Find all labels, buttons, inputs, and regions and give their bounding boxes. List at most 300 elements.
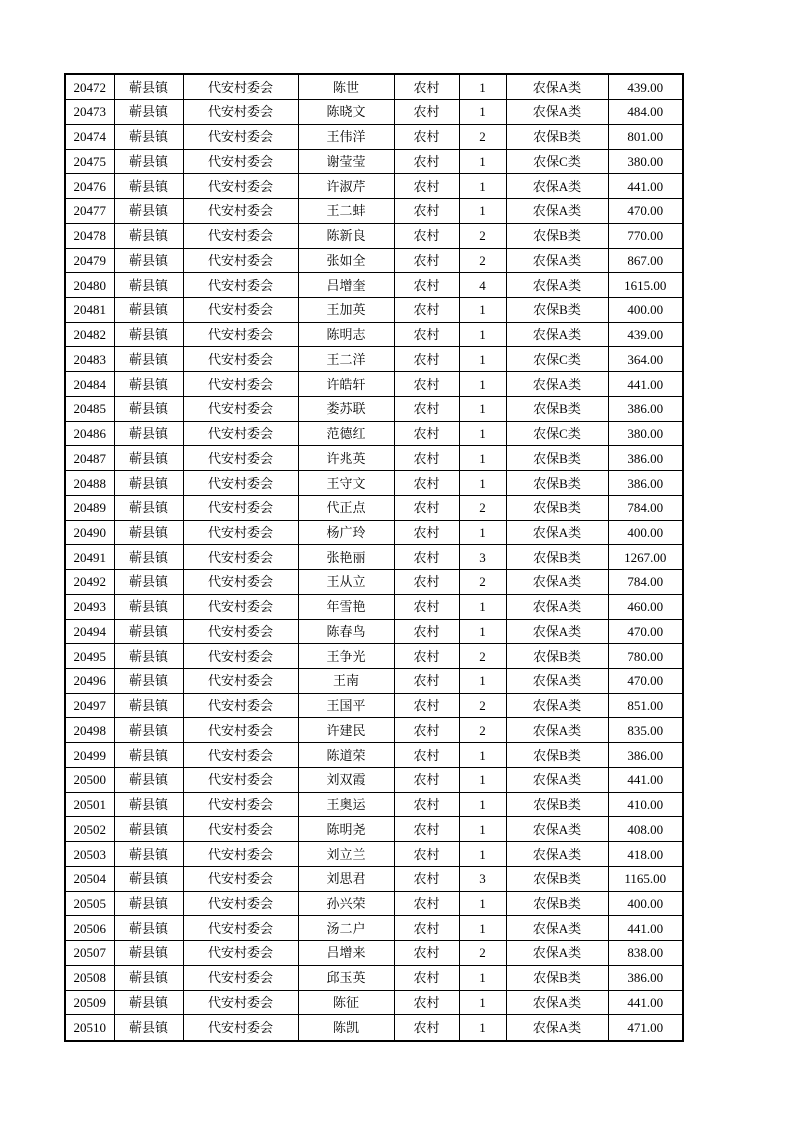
cell-town: 蕲县镇 — [114, 372, 183, 397]
cell-insurance-category: 农保B类 — [506, 495, 608, 520]
cell-person-count: 1 — [459, 817, 506, 842]
cell-id: 20507 — [65, 941, 114, 966]
table-row — [65, 866, 683, 891]
cell-amount: 470.00 — [608, 619, 683, 644]
cell-person-name: 许皓轩 — [298, 372, 394, 397]
cell-residence-type: 农村 — [394, 421, 459, 446]
cell-residence-type: 农村 — [394, 545, 459, 570]
cell-town: 蕲县镇 — [114, 965, 183, 990]
cell-id: 20492 — [65, 570, 114, 595]
cell-amount: 1267.00 — [608, 545, 683, 570]
cell-person-count: 2 — [459, 718, 506, 743]
cell-village-committee: 代安村委会 — [183, 594, 298, 619]
cell-person-name: 王从立 — [298, 570, 394, 595]
cell-person-name: 陈新良 — [298, 223, 394, 248]
cell-village-committee: 代安村委会 — [183, 199, 298, 224]
cell-person-count: 1 — [459, 347, 506, 372]
cell-residence-type: 农村 — [394, 891, 459, 916]
cell-id: 20478 — [65, 223, 114, 248]
cell-person-name: 刘立兰 — [298, 842, 394, 867]
cell-insurance-category: 农保A类 — [506, 594, 608, 619]
cell-person-name: 陈世 — [298, 74, 394, 100]
cell-person-name: 刘双霞 — [298, 767, 394, 792]
cell-person-name: 张艳丽 — [298, 545, 394, 570]
cell-residence-type: 农村 — [394, 174, 459, 199]
cell-town: 蕲县镇 — [114, 570, 183, 595]
cell-id: 20494 — [65, 619, 114, 644]
cell-insurance-category: 农保A类 — [506, 693, 608, 718]
cell-insurance-category: 农保B类 — [506, 446, 608, 471]
cell-person-count: 1 — [459, 174, 506, 199]
cell-person-count: 1 — [459, 421, 506, 446]
cell-id: 20481 — [65, 298, 114, 323]
table-row — [65, 941, 683, 966]
cell-person-name: 王奥运 — [298, 792, 394, 817]
cell-person-count: 1 — [459, 965, 506, 990]
cell-insurance-category: 农保A类 — [506, 990, 608, 1015]
cell-town: 蕲县镇 — [114, 619, 183, 644]
cell-village-committee: 代安村委会 — [183, 248, 298, 273]
cell-amount: 386.00 — [608, 446, 683, 471]
cell-person-name: 许淑芹 — [298, 174, 394, 199]
table-row — [65, 495, 683, 520]
cell-village-committee: 代安村委会 — [183, 990, 298, 1015]
cell-person-name: 刘思君 — [298, 866, 394, 891]
cell-village-committee: 代安村委会 — [183, 965, 298, 990]
cell-residence-type: 农村 — [394, 223, 459, 248]
cell-person-count: 2 — [459, 941, 506, 966]
table-row — [65, 273, 683, 298]
cell-person-count: 3 — [459, 866, 506, 891]
cell-village-committee: 代安村委会 — [183, 891, 298, 916]
table-row — [65, 1015, 683, 1041]
cell-amount: 471.00 — [608, 1015, 683, 1041]
cell-id: 20480 — [65, 273, 114, 298]
cell-village-committee: 代安村委会 — [183, 866, 298, 891]
cell-amount: 1615.00 — [608, 273, 683, 298]
cell-amount: 784.00 — [608, 495, 683, 520]
cell-residence-type: 农村 — [394, 941, 459, 966]
cell-id: 20502 — [65, 817, 114, 842]
cell-amount: 364.00 — [608, 347, 683, 372]
table-row — [65, 298, 683, 323]
cell-town: 蕲县镇 — [114, 941, 183, 966]
cell-id: 20476 — [65, 174, 114, 199]
cell-person-count: 1 — [459, 916, 506, 941]
cell-id: 20503 — [65, 842, 114, 867]
cell-person-name: 王二洋 — [298, 347, 394, 372]
cell-id: 20485 — [65, 396, 114, 421]
cell-village-committee: 代安村委会 — [183, 545, 298, 570]
cell-amount: 484.00 — [608, 100, 683, 125]
cell-person-name: 谢莹莹 — [298, 149, 394, 174]
cell-village-committee: 代安村委会 — [183, 792, 298, 817]
cell-residence-type: 农村 — [394, 273, 459, 298]
cell-id: 20486 — [65, 421, 114, 446]
cell-village-committee: 代安村委会 — [183, 396, 298, 421]
cell-person-count: 1 — [459, 1015, 506, 1041]
cell-person-count: 1 — [459, 891, 506, 916]
cell-person-name: 吕增奎 — [298, 273, 394, 298]
cell-amount: 441.00 — [608, 916, 683, 941]
table-row — [65, 891, 683, 916]
cell-town: 蕲县镇 — [114, 891, 183, 916]
cell-village-committee: 代安村委会 — [183, 372, 298, 397]
cell-town: 蕲县镇 — [114, 273, 183, 298]
cell-person-count: 2 — [459, 570, 506, 595]
cell-id: 20483 — [65, 347, 114, 372]
cell-person-name: 王南 — [298, 669, 394, 694]
cell-id: 20495 — [65, 644, 114, 669]
table-row — [65, 372, 683, 397]
table-row — [65, 223, 683, 248]
cell-insurance-category: 农保A类 — [506, 619, 608, 644]
cell-amount: 470.00 — [608, 669, 683, 694]
cell-person-name: 范德红 — [298, 421, 394, 446]
cell-residence-type: 农村 — [394, 866, 459, 891]
cell-insurance-category: 农保A类 — [506, 718, 608, 743]
cell-amount: 380.00 — [608, 421, 683, 446]
cell-person-count: 2 — [459, 248, 506, 273]
cell-town: 蕲县镇 — [114, 644, 183, 669]
cell-town: 蕲县镇 — [114, 248, 183, 273]
cell-town: 蕲县镇 — [114, 817, 183, 842]
cell-town: 蕲县镇 — [114, 149, 183, 174]
cell-town: 蕲县镇 — [114, 866, 183, 891]
cell-amount: 838.00 — [608, 941, 683, 966]
cell-id: 20489 — [65, 495, 114, 520]
cell-person-name: 代正点 — [298, 495, 394, 520]
cell-residence-type: 农村 — [394, 792, 459, 817]
table-row — [65, 619, 683, 644]
cell-residence-type: 农村 — [394, 520, 459, 545]
cell-person-count: 1 — [459, 74, 506, 100]
table-row — [65, 644, 683, 669]
cell-residence-type: 农村 — [394, 743, 459, 768]
cell-amount: 400.00 — [608, 298, 683, 323]
cell-residence-type: 农村 — [394, 471, 459, 496]
cell-village-committee: 代安村委会 — [183, 495, 298, 520]
table-row — [65, 322, 683, 347]
cell-village-committee: 代安村委会 — [183, 644, 298, 669]
cell-person-name: 陈明志 — [298, 322, 394, 347]
cell-person-name: 陈晓文 — [298, 100, 394, 125]
cell-person-count: 1 — [459, 396, 506, 421]
cell-amount: 867.00 — [608, 248, 683, 273]
cell-town: 蕲县镇 — [114, 916, 183, 941]
table-row — [65, 817, 683, 842]
cell-residence-type: 农村 — [394, 100, 459, 125]
cell-residence-type: 农村 — [394, 594, 459, 619]
cell-person-count: 1 — [459, 767, 506, 792]
cell-person-name: 王加英 — [298, 298, 394, 323]
table-row — [65, 124, 683, 149]
table-row — [65, 471, 683, 496]
cell-village-committee: 代安村委会 — [183, 74, 298, 100]
cell-residence-type: 农村 — [394, 124, 459, 149]
cell-person-name: 许建民 — [298, 718, 394, 743]
cell-id: 20497 — [65, 693, 114, 718]
table-row — [65, 74, 683, 100]
cell-person-name: 年雪艳 — [298, 594, 394, 619]
cell-id: 20501 — [65, 792, 114, 817]
cell-amount: 441.00 — [608, 990, 683, 1015]
cell-village-committee: 代安村委会 — [183, 223, 298, 248]
cell-village-committee: 代安村委会 — [183, 174, 298, 199]
cell-insurance-category: 农保B类 — [506, 743, 608, 768]
table-body — [65, 74, 683, 1041]
cell-village-committee: 代安村委会 — [183, 124, 298, 149]
cell-town: 蕲县镇 — [114, 594, 183, 619]
cell-person-name: 王守文 — [298, 471, 394, 496]
cell-amount: 441.00 — [608, 767, 683, 792]
cell-person-count: 1 — [459, 446, 506, 471]
cell-insurance-category: 农保A类 — [506, 248, 608, 273]
cell-insurance-category: 农保A类 — [506, 767, 608, 792]
cell-id: 20509 — [65, 990, 114, 1015]
cell-amount: 439.00 — [608, 74, 683, 100]
cell-residence-type: 农村 — [394, 298, 459, 323]
cell-amount: 408.00 — [608, 817, 683, 842]
cell-person-count: 1 — [459, 594, 506, 619]
cell-amount: 851.00 — [608, 693, 683, 718]
cell-insurance-category: 农保B类 — [506, 866, 608, 891]
table-row — [65, 743, 683, 768]
cell-id: 20488 — [65, 471, 114, 496]
cell-amount: 784.00 — [608, 570, 683, 595]
cell-amount: 386.00 — [608, 743, 683, 768]
cell-village-committee: 代安村委会 — [183, 941, 298, 966]
table-row — [65, 842, 683, 867]
cell-village-committee: 代安村委会 — [183, 100, 298, 125]
cell-town: 蕲县镇 — [114, 718, 183, 743]
cell-town: 蕲县镇 — [114, 669, 183, 694]
cell-id: 20490 — [65, 520, 114, 545]
cell-town: 蕲县镇 — [114, 446, 183, 471]
cell-insurance-category: 农保A类 — [506, 322, 608, 347]
table-row — [65, 669, 683, 694]
cell-town: 蕲县镇 — [114, 223, 183, 248]
cell-village-committee: 代安村委会 — [183, 322, 298, 347]
cell-amount: 441.00 — [608, 372, 683, 397]
cell-person-name: 邱玉英 — [298, 965, 394, 990]
cell-village-committee: 代安村委会 — [183, 347, 298, 372]
cell-amount: 470.00 — [608, 199, 683, 224]
cell-village-committee: 代安村委会 — [183, 421, 298, 446]
cell-insurance-category: 农保A类 — [506, 100, 608, 125]
cell-insurance-category: 农保B类 — [506, 471, 608, 496]
cell-town: 蕲县镇 — [114, 842, 183, 867]
cell-residence-type: 农村 — [394, 990, 459, 1015]
cell-id: 20508 — [65, 965, 114, 990]
cell-residence-type: 农村 — [394, 74, 459, 100]
table-row — [65, 100, 683, 125]
cell-town: 蕲县镇 — [114, 471, 183, 496]
cell-town: 蕲县镇 — [114, 174, 183, 199]
table-row — [65, 990, 683, 1015]
cell-town: 蕲县镇 — [114, 1015, 183, 1041]
cell-town: 蕲县镇 — [114, 545, 183, 570]
cell-insurance-category: 农保A类 — [506, 669, 608, 694]
cell-person-name: 张如全 — [298, 248, 394, 273]
cell-id: 20510 — [65, 1015, 114, 1041]
cell-town: 蕲县镇 — [114, 990, 183, 1015]
cell-amount: 770.00 — [608, 223, 683, 248]
cell-residence-type: 农村 — [394, 693, 459, 718]
cell-person-name: 陈明尧 — [298, 817, 394, 842]
table-row — [65, 248, 683, 273]
cell-person-name: 杨广玲 — [298, 520, 394, 545]
cell-insurance-category: 农保C类 — [506, 149, 608, 174]
cell-amount: 386.00 — [608, 471, 683, 496]
cell-person-count: 1 — [459, 149, 506, 174]
cell-town: 蕲县镇 — [114, 767, 183, 792]
cell-id: 20506 — [65, 916, 114, 941]
cell-residence-type: 农村 — [394, 347, 459, 372]
cell-residence-type: 农村 — [394, 817, 459, 842]
cell-village-committee: 代安村委会 — [183, 767, 298, 792]
cell-person-count: 2 — [459, 223, 506, 248]
cell-insurance-category: 农保B类 — [506, 644, 608, 669]
cell-id: 20500 — [65, 767, 114, 792]
cell-town: 蕲县镇 — [114, 743, 183, 768]
cell-residence-type: 农村 — [394, 570, 459, 595]
cell-village-committee: 代安村委会 — [183, 570, 298, 595]
table-row — [65, 916, 683, 941]
cell-town: 蕲县镇 — [114, 322, 183, 347]
cell-id: 20487 — [65, 446, 114, 471]
cell-person-name: 吕增来 — [298, 941, 394, 966]
cell-residence-type: 农村 — [394, 446, 459, 471]
cell-person-count: 2 — [459, 644, 506, 669]
cell-residence-type: 农村 — [394, 916, 459, 941]
cell-town: 蕲县镇 — [114, 100, 183, 125]
cell-town: 蕲县镇 — [114, 792, 183, 817]
cell-residence-type: 农村 — [394, 322, 459, 347]
cell-town: 蕲县镇 — [114, 520, 183, 545]
table-row — [65, 520, 683, 545]
cell-village-committee: 代安村委会 — [183, 1015, 298, 1041]
cell-residence-type: 农村 — [394, 248, 459, 273]
cell-village-committee: 代安村委会 — [183, 817, 298, 842]
cell-person-name: 陈春鸟 — [298, 619, 394, 644]
cell-village-committee: 代安村委会 — [183, 916, 298, 941]
cell-residence-type: 农村 — [394, 199, 459, 224]
insurance-roster-table — [64, 73, 684, 1042]
cell-village-committee: 代安村委会 — [183, 718, 298, 743]
cell-insurance-category: 农保B类 — [506, 223, 608, 248]
cell-amount: 386.00 — [608, 396, 683, 421]
cell-insurance-category: 农保A类 — [506, 570, 608, 595]
cell-residence-type: 农村 — [394, 718, 459, 743]
cell-person-count: 1 — [459, 100, 506, 125]
table-row — [65, 570, 683, 595]
cell-town: 蕲县镇 — [114, 199, 183, 224]
cell-village-committee: 代安村委会 — [183, 149, 298, 174]
cell-residence-type: 农村 — [394, 396, 459, 421]
cell-insurance-category: 农保B类 — [506, 545, 608, 570]
cell-person-name: 汤二户 — [298, 916, 394, 941]
table-row — [65, 174, 683, 199]
cell-residence-type: 农村 — [394, 965, 459, 990]
cell-village-committee: 代安村委会 — [183, 446, 298, 471]
cell-insurance-category: 农保A类 — [506, 520, 608, 545]
cell-person-name: 陈道荣 — [298, 743, 394, 768]
table-row — [65, 545, 683, 570]
table-row — [65, 767, 683, 792]
cell-town: 蕲县镇 — [114, 124, 183, 149]
cell-person-count: 1 — [459, 990, 506, 1015]
cell-person-count: 1 — [459, 298, 506, 323]
table-row — [65, 149, 683, 174]
cell-insurance-category: 农保A类 — [506, 372, 608, 397]
cell-person-count: 1 — [459, 322, 506, 347]
cell-id: 20491 — [65, 545, 114, 570]
cell-person-count: 2 — [459, 124, 506, 149]
cell-person-count: 2 — [459, 693, 506, 718]
cell-town: 蕲县镇 — [114, 693, 183, 718]
cell-town: 蕲县镇 — [114, 421, 183, 446]
cell-id: 20499 — [65, 743, 114, 768]
cell-village-committee: 代安村委会 — [183, 273, 298, 298]
cell-town: 蕲县镇 — [114, 74, 183, 100]
cell-insurance-category: 农保B类 — [506, 965, 608, 990]
cell-insurance-category: 农保B类 — [506, 124, 608, 149]
cell-amount: 780.00 — [608, 644, 683, 669]
table-row — [65, 396, 683, 421]
cell-person-count: 1 — [459, 199, 506, 224]
cell-village-committee: 代安村委会 — [183, 842, 298, 867]
cell-id: 20505 — [65, 891, 114, 916]
cell-person-name: 陈凯 — [298, 1015, 394, 1041]
cell-insurance-category: 农保B类 — [506, 792, 608, 817]
cell-insurance-category: 农保B类 — [506, 891, 608, 916]
cell-insurance-category: 农保B类 — [506, 298, 608, 323]
cell-person-count: 1 — [459, 842, 506, 867]
cell-insurance-category: 农保A类 — [506, 916, 608, 941]
cell-amount: 418.00 — [608, 842, 683, 867]
cell-residence-type: 农村 — [394, 495, 459, 520]
cell-person-name: 娄苏联 — [298, 396, 394, 421]
cell-residence-type: 农村 — [394, 619, 459, 644]
cell-amount: 460.00 — [608, 594, 683, 619]
cell-id: 20484 — [65, 372, 114, 397]
table-row — [65, 347, 683, 372]
cell-id: 20472 — [65, 74, 114, 100]
cell-village-committee: 代安村委会 — [183, 471, 298, 496]
cell-person-name: 许兆英 — [298, 446, 394, 471]
cell-person-count: 1 — [459, 372, 506, 397]
cell-amount: 380.00 — [608, 149, 683, 174]
table-row — [65, 792, 683, 817]
cell-person-count: 1 — [459, 471, 506, 496]
table-row — [65, 693, 683, 718]
cell-amount: 441.00 — [608, 174, 683, 199]
cell-insurance-category: 农保A类 — [506, 1015, 608, 1041]
cell-town: 蕲县镇 — [114, 347, 183, 372]
cell-person-name: 王国平 — [298, 693, 394, 718]
cell-insurance-category: 农保A类 — [506, 199, 608, 224]
cell-residence-type: 农村 — [394, 767, 459, 792]
cell-person-count: 4 — [459, 273, 506, 298]
cell-amount: 835.00 — [608, 718, 683, 743]
cell-insurance-category: 农保A类 — [506, 817, 608, 842]
cell-person-name: 王二蚌 — [298, 199, 394, 224]
cell-town: 蕲县镇 — [114, 298, 183, 323]
cell-amount: 400.00 — [608, 891, 683, 916]
cell-village-committee: 代安村委会 — [183, 619, 298, 644]
cell-person-count: 1 — [459, 743, 506, 768]
